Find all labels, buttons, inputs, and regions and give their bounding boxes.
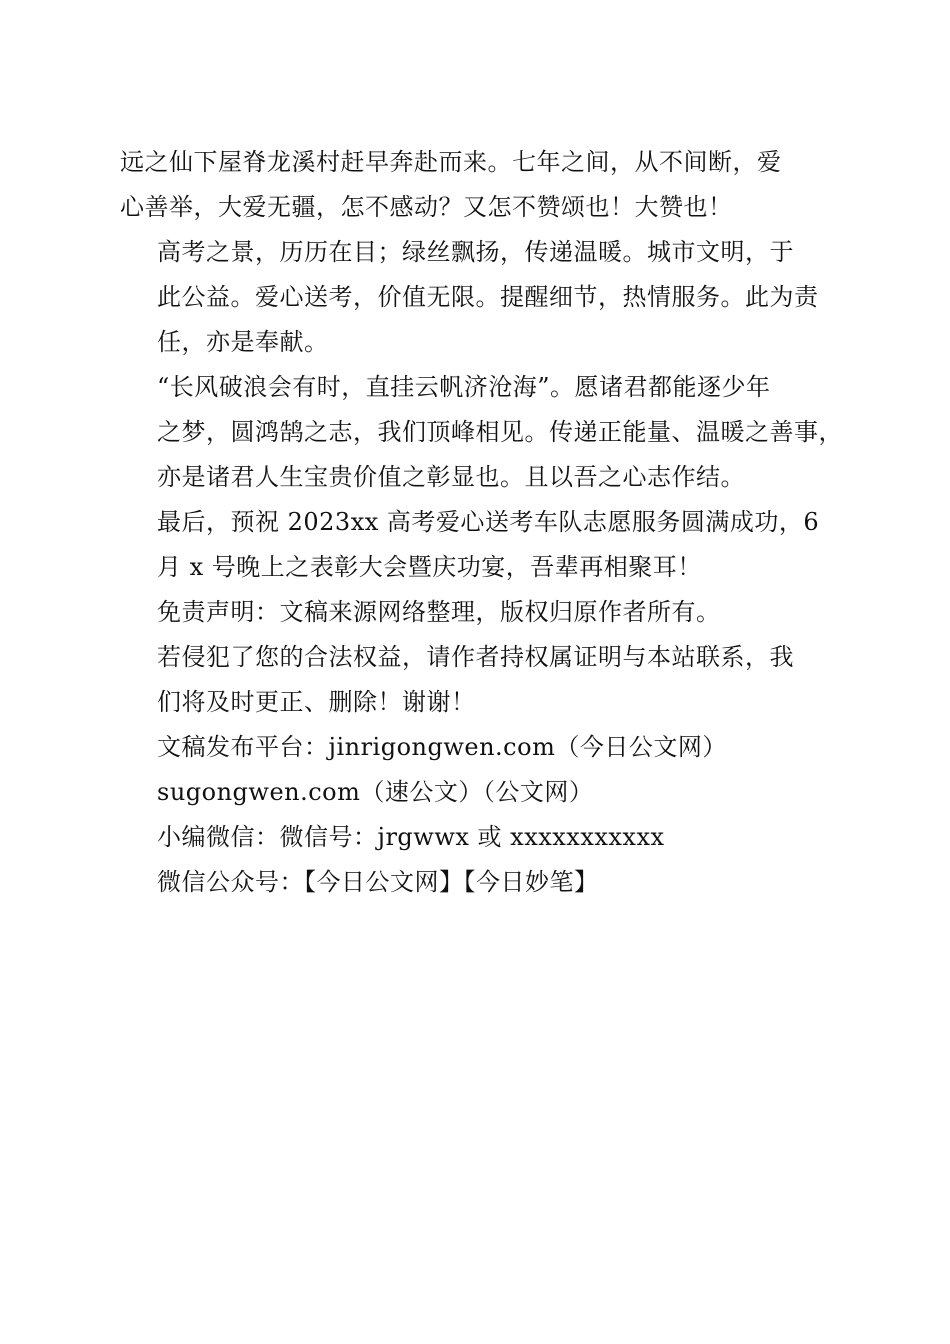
alt-platform	[120, 770, 832, 815]
disclaimer	[120, 590, 832, 635]
paragraph-closing-wish	[120, 500, 832, 590]
text-line: 心善举，大爱无疆，怎不感动？又怎不赞颂也！大赞也！	[120, 193, 733, 221]
paragraph-continuation	[120, 140, 832, 230]
text-line: 小编微信：微信号：jrgwwx 或 xxxxxxxxxxx	[157, 823, 665, 851]
infringement-notice	[120, 635, 832, 725]
text-line: 免责声明：文稿来源网络整理，版权归原作者所有。	[157, 598, 721, 626]
paragraph-quote	[120, 365, 843, 500]
text-line: 文稿发布平台：jinrigongwen.com（今日公文网）	[157, 733, 727, 761]
text-line: sugongwen.com（速公文）（公文网）	[157, 778, 594, 806]
text-line: 最后，预祝 2023xx 高考爱心送考车队志愿服务圆满成功，6	[157, 508, 820, 536]
text-line: 亦是诸君人生宝贵价值之彰显也。且以吾之心志作结。	[157, 463, 745, 491]
text-line: 们将及时更正、删除！谢谢！	[157, 688, 476, 716]
editor-wechat	[120, 815, 832, 860]
document-body	[120, 140, 843, 905]
text-line: 若侵犯了您的合法权益，请作者持权属证明与本站联系，我	[157, 643, 794, 671]
wechat-official-account	[120, 860, 832, 905]
text-line: 月 x 号晚上之表彰大会暨庆功宴，吾辈再相聚耳！	[157, 553, 702, 581]
text-line: 高考之景，历历在目；绿丝飘扬，传递温暖。城市文明，于	[157, 238, 794, 266]
text-line: 之梦，圆鸿鹄之志，我们顶峰相见。传递正能量、温暖之善事，	[157, 418, 843, 446]
text-line: 远之仙下屋脊龙溪村赶早奔赴而来。七年之间，从不间断，爱	[120, 148, 782, 176]
text-line: “长风破浪会有时，直挂云帆济沧海”。愿诸君都能逐少年	[157, 373, 771, 401]
publish-platform	[120, 725, 832, 770]
text-line: 此公益。爱心送考，价值无限。提醒细节，热情服务。此为责	[157, 283, 819, 311]
text-line: 微信公众号：【今日公文网】【今日妙笔】	[157, 868, 599, 896]
text-line: 任，亦是奉献。	[157, 328, 329, 356]
paragraph-gaokao-scene	[120, 230, 832, 365]
